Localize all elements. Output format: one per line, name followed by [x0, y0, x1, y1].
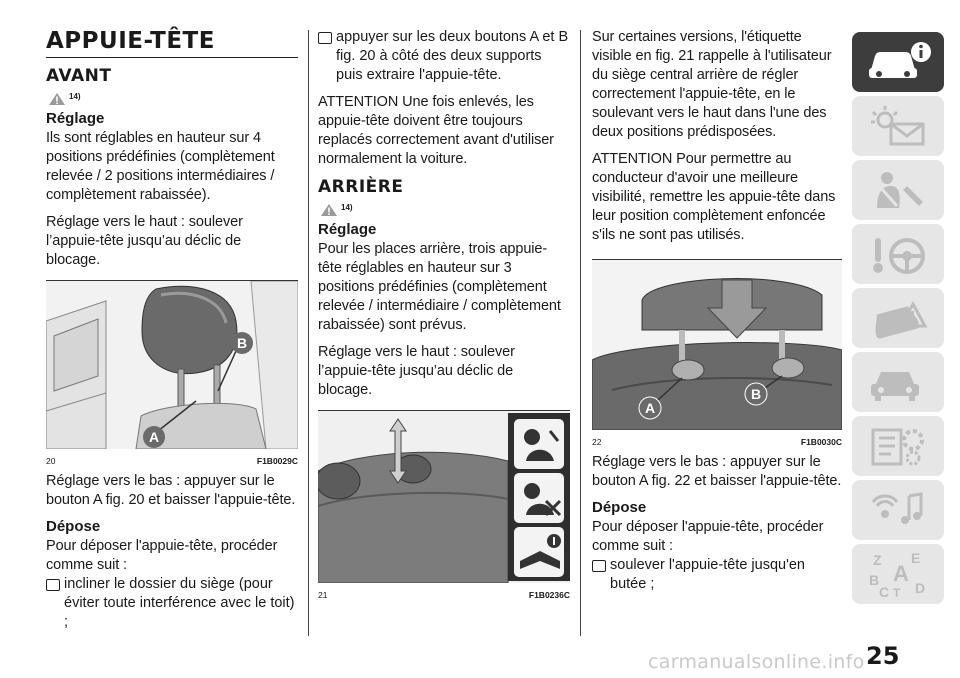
callout-a: A [644, 400, 656, 416]
figure-22-illustration [592, 260, 842, 430]
index-letter: C [879, 584, 890, 599]
figure-number: 21 [318, 590, 328, 600]
index-letter: D [915, 580, 926, 596]
page-number: 25 [866, 642, 900, 670]
paragraph: Réglage vers le bas : appuyer sur le bouton A fig. 20 et baisser l'appuie-tête. [46, 473, 296, 508]
warning-triangle-icon [320, 203, 338, 217]
list-item [318, 28, 570, 85]
index-letter: T [893, 586, 901, 599]
figure-caption [318, 590, 570, 600]
column-1 [46, 28, 298, 632]
warning-triangle-icon [48, 92, 66, 106]
subheading-depose: Dépose [46, 518, 101, 535]
tab-warning-lights[interactable] [852, 96, 944, 156]
tab-maintenance[interactable] [852, 352, 944, 412]
figure-caption [46, 456, 298, 466]
figure-code: F1B0236C [528, 590, 570, 600]
list-item [46, 575, 298, 632]
paragraph: Réglage vers le haut : soulever l’appuie-tête jusqu’au déclic de blocage. [318, 344, 515, 398]
callout-b: B [750, 386, 762, 402]
column-divider [308, 30, 309, 636]
figure-number: 20 [46, 456, 56, 466]
page-title: APPUIE-TÊTE [46, 28, 298, 58]
maintenance-icon [863, 360, 933, 404]
subheading-depose: Dépose [592, 499, 647, 516]
warning-ref-number: 14) [341, 203, 353, 212]
index-letter: B [869, 572, 880, 588]
figure-21-illustration [318, 411, 570, 583]
column-divider [580, 30, 581, 636]
warning-reference [48, 92, 298, 106]
tab-index[interactable] [852, 544, 944, 604]
paragraph: ATTENTION Pour permettre au conducteur d'avoir une meilleure visibilité, remettre les appuie-tête dans leur position complètement enfoncée s'ils ne sont pas utilisés. [592, 151, 836, 243]
multimedia-icon [863, 488, 933, 532]
warning-lights-icon [863, 104, 933, 148]
list-item-text: soulever l'appuie-tête jusqu'en butée ; [610, 557, 805, 592]
chapter-tabs [852, 32, 944, 608]
safety-icon [863, 168, 933, 212]
tab-car-info[interactable] [852, 32, 944, 92]
checkbox-bullet-icon [46, 579, 60, 591]
figure-20-illustration [46, 281, 298, 449]
emergency-icon [863, 296, 933, 340]
list-item-text: appuyer sur les deux boutons A et B fig. 20 à côté des deux supports puis extraire l'appuie-tête. [336, 29, 569, 83]
figure-code: F1B0030C [800, 437, 842, 447]
section-heading-front: AVANT [46, 66, 112, 86]
callout-a: A [148, 429, 160, 445]
tab-safety[interactable] [852, 160, 944, 220]
list-item [592, 556, 842, 594]
tab-technical-data[interactable] [852, 416, 944, 476]
section-heading-rear: ARRIÈRE [318, 177, 404, 197]
index-letter: A [893, 561, 909, 586]
checkbox-bullet-icon [592, 560, 606, 572]
figure-21 [318, 410, 570, 600]
figure-caption [592, 437, 842, 447]
starting-driving-icon [863, 232, 933, 276]
tab-emergency[interactable] [852, 288, 944, 348]
paragraph: Ils sont réglables en hauteur sur 4 positions prédéfinies (complètement relevée / 2 positions intermédiaires / complètement rabaissée). [46, 130, 275, 203]
column-3 [592, 28, 842, 594]
figure-20 [46, 280, 298, 466]
index-letter: E [911, 550, 921, 566]
figure-code: F1B0029C [256, 456, 298, 466]
tab-multimedia[interactable] [852, 480, 944, 540]
paragraph: Réglage vers le haut : soulever l’appuie-tête jusqu’au déclic de blocage. [46, 214, 243, 268]
subheading-reglage: Réglage [318, 221, 377, 238]
watermark: carmanualsonline.info [648, 651, 865, 673]
paragraph: Réglage vers le bas : appuyer sur le bouton A fig. 22 et baisser l'appuie-tête. [592, 454, 842, 489]
figure-22 [592, 259, 842, 447]
paragraph: Pour déposer l'appuie-tête, procéder comme suit : [46, 538, 278, 573]
paragraph: Pour les places arrière, trois appuie-tête réglables en hauteur sur 3 positions prédéfinies (complètement relevée / intermédiaire / complètement rabaissée) sont prévus. [318, 241, 561, 333]
car-info-icon [863, 40, 933, 84]
paragraph: ATTENTION Une fois enlevés, les appuie-tête doivent être toujours replacés correctement avant d'utiliser normalement la voiture. [318, 94, 554, 167]
column-2 [318, 28, 570, 606]
warning-reference [320, 203, 570, 217]
index-letter: Z [873, 552, 882, 568]
figure-number: 22 [592, 437, 602, 447]
subheading-reglage: Réglage [46, 110, 105, 127]
warning-ref-number: 14) [69, 92, 81, 101]
paragraph: Pour déposer l'appuie-tête, procéder comme suit : [592, 519, 824, 554]
callout-b: B [236, 335, 248, 351]
technical-data-icon [863, 424, 933, 468]
index-icon [863, 549, 933, 599]
list-item-text: incliner le dossier du siège (pour éviter toute interférence avec le toit) ; [64, 576, 295, 630]
checkbox-bullet-icon [318, 32, 332, 44]
tab-starting-driving[interactable] [852, 224, 944, 284]
paragraph: Sur certaines versions, l'étiquette visible en fig. 21 rappelle à l'utilisateur du siège central arrière de régler correctement l'appuie-tête, en le soulevant vers le haut dans l'une des deux positions prédisposées. [592, 29, 832, 140]
